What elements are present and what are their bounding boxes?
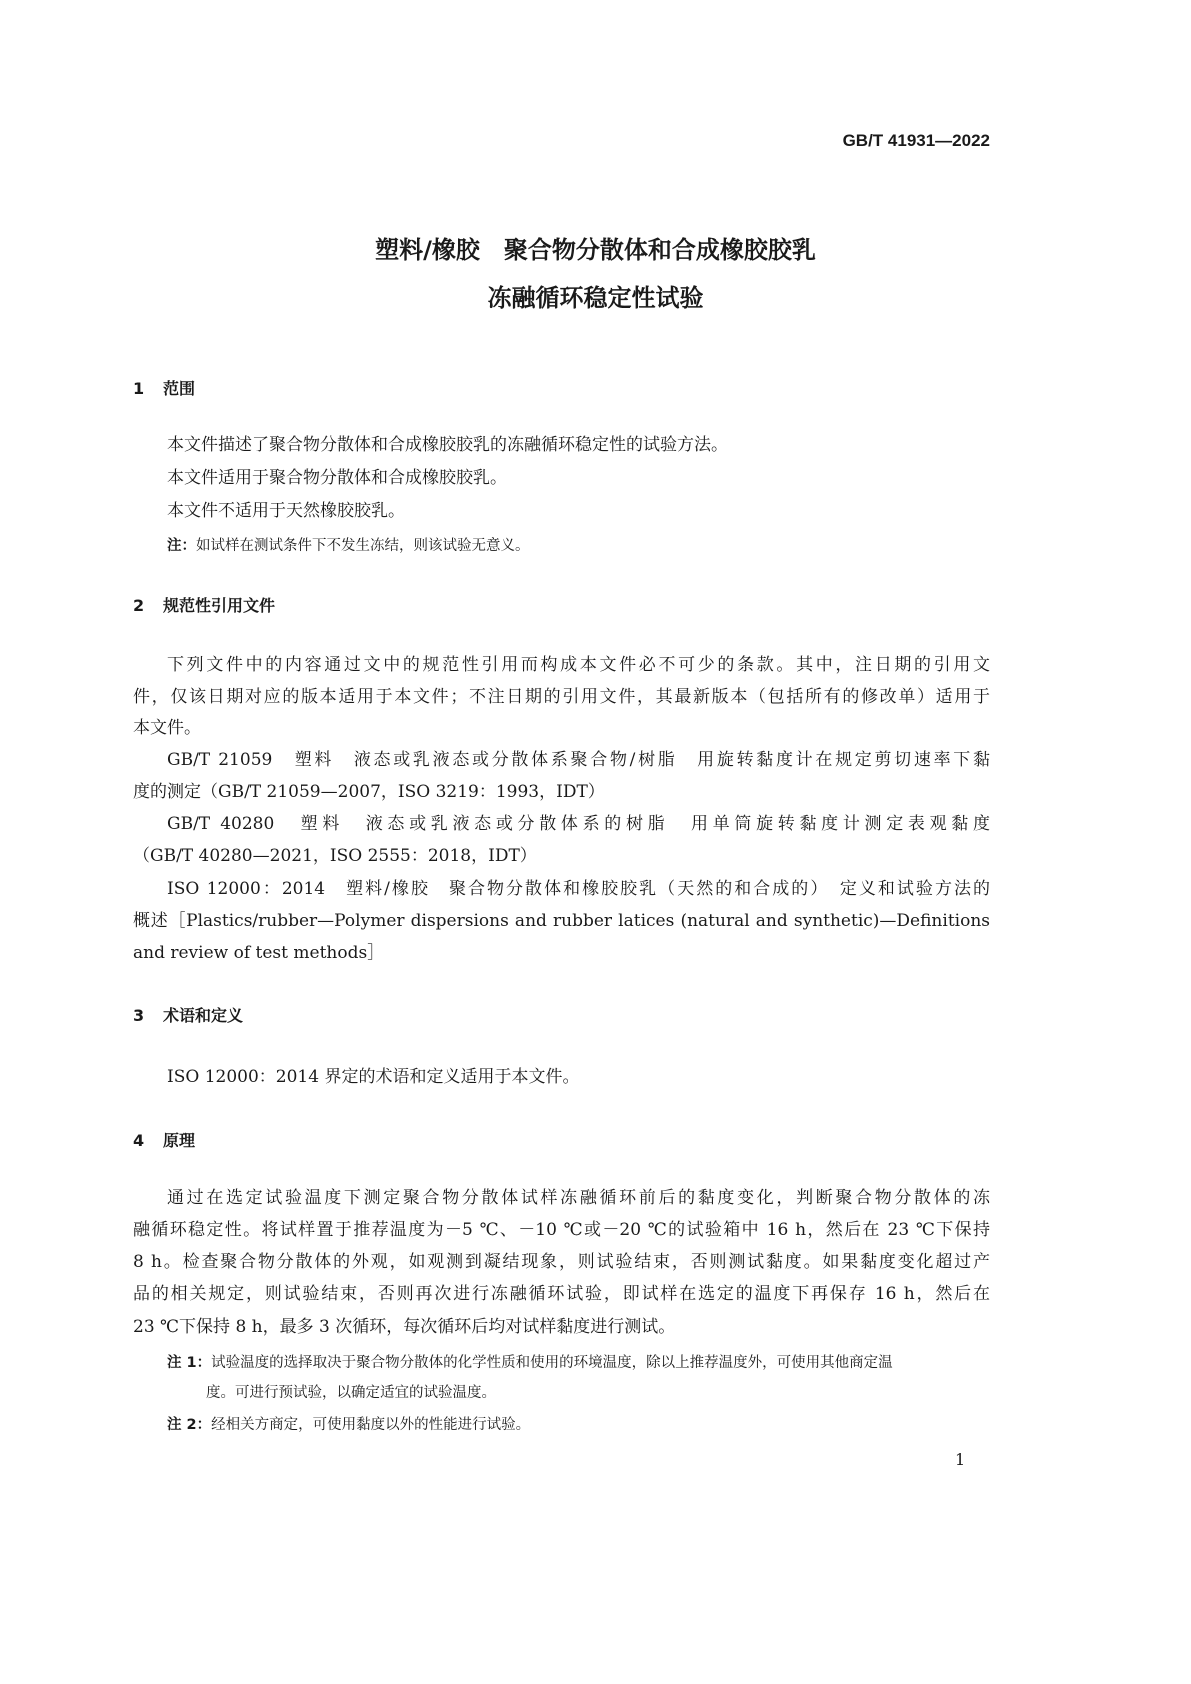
text-line: 8 h。检查聚合物分散体的外观，如观测到凝结现象，则试验结束，否则测试黏度。如果黏度变化超过产 bbox=[133, 1252, 990, 1272]
text-line: 通过在选定试验温度下测定聚合物分散体试样冻融循环前后的黏度变化，判断聚合物分散体的冻 bbox=[167, 1188, 990, 1208]
reference-line: GB/T 40280 塑料 液态或乳液态或分散体系的树脂 用单筒旋转黏度计测定表观黏度 bbox=[167, 814, 990, 834]
reference-line: ISO 12000：2014 塑料/橡胶 聚合物分散体和橡胶胶乳（天然的和合成的） 定义和试验方法的 bbox=[167, 879, 990, 899]
reference-line: 概述［Plastics/rubber—Polymer dispersions and rubber latices (natural and synthetic)—Definitions bbox=[133, 911, 990, 931]
text-line: 件，仅该日期对应的版本适用于本文件；不注日期的引用文件，其最新版本（包括所有的修改单）适用于 bbox=[133, 687, 990, 707]
section-title: 范围 bbox=[163, 379, 196, 398]
paragraph: 本文件描述了聚合物分散体和合成橡胶胶乳的冻融循环稳定性的试验方法。 bbox=[167, 435, 728, 455]
text-line: 本文件。 bbox=[133, 718, 201, 738]
text-line: 品的相关规定，则试验结束，否则再次进行冻融循环试验，即试样在选定的温度下再保存 16 h，然后在 bbox=[133, 1284, 990, 1304]
text-line: 下列文件中的内容通过文中的规范性引用而构成本文件必不可少的条款。其中，注日期的引用文 bbox=[167, 655, 990, 675]
note-label: 注： bbox=[167, 538, 196, 554]
page-number: 1 bbox=[955, 1450, 966, 1469]
section-number: 4 bbox=[133, 1131, 145, 1150]
standard-number: GB/T 41931—2022 bbox=[842, 131, 990, 150]
section-title: 术语和定义 bbox=[163, 1006, 244, 1025]
note-2 bbox=[167, 1414, 1024, 1436]
paragraph: 本文件适用于聚合物分散体和合成橡胶胶乳。 bbox=[167, 468, 507, 488]
section-2-heading bbox=[133, 595, 990, 617]
paragraph: 本文件不适用于天然橡胶胶乳。 bbox=[167, 501, 405, 521]
note-label: 注 2： bbox=[167, 1417, 212, 1433]
note-1-continuation: 度。可进行预试验，以确定适宜的试验温度。 bbox=[206, 1385, 496, 1401]
section-title: 规范性引用文件 bbox=[163, 596, 276, 615]
reference-line: （GB/T 40280—2021，ISO 2555：2018，IDT） bbox=[133, 846, 537, 866]
document-title-line1: 塑料/橡胶 聚合物分散体和合成橡胶胶乳 bbox=[375, 236, 816, 264]
note-text: 如试样在测试条件下不发生冻结，则该试验无意义。 bbox=[196, 538, 530, 554]
paragraph: ISO 12000：2014 界定的术语和定义适用于本文件。 bbox=[167, 1067, 580, 1087]
section-4-heading bbox=[133, 1130, 990, 1152]
note-text: 经相关方商定，可使用黏度以外的性能进行试验。 bbox=[211, 1417, 531, 1433]
note-label: 注 1： bbox=[167, 1355, 212, 1371]
reference-line: GB/T 21059 塑料 液态或乳液态或分散体系聚合物/树脂 用旋转黏度计在规定剪切速率下黏 bbox=[167, 750, 990, 770]
section-title: 原理 bbox=[163, 1131, 196, 1150]
reference-line: and review of test methods］ bbox=[133, 943, 385, 963]
section-number: 1 bbox=[133, 379, 145, 398]
reference-line: 度的测定（GB/T 21059—2007，ISO 3219：1993，IDT） bbox=[133, 782, 605, 802]
text-line: 融循环稳定性。将试样置于推荐温度为－5 ℃、－10 ℃或－20 ℃的试验箱中 16 h，然后在 23 ℃下保持 bbox=[133, 1220, 990, 1240]
text-line: 23 ℃下保持 8 h，最多 3 次循环，每次循环后均对试样黏度进行测试。 bbox=[133, 1317, 676, 1337]
document-title-line2: 冻融循环稳定性试验 bbox=[487, 284, 704, 312]
section-3-heading bbox=[133, 1005, 990, 1027]
section-1-heading bbox=[133, 378, 990, 400]
section-number: 2 bbox=[133, 596, 145, 615]
note bbox=[167, 535, 1024, 557]
section-number: 3 bbox=[133, 1006, 145, 1025]
note-text: 试验温度的选择取决于聚合物分散体的化学性质和使用的环境温度，除以上推荐温度外，可使用其他商定温 bbox=[211, 1355, 893, 1371]
note-1 bbox=[167, 1352, 990, 1374]
